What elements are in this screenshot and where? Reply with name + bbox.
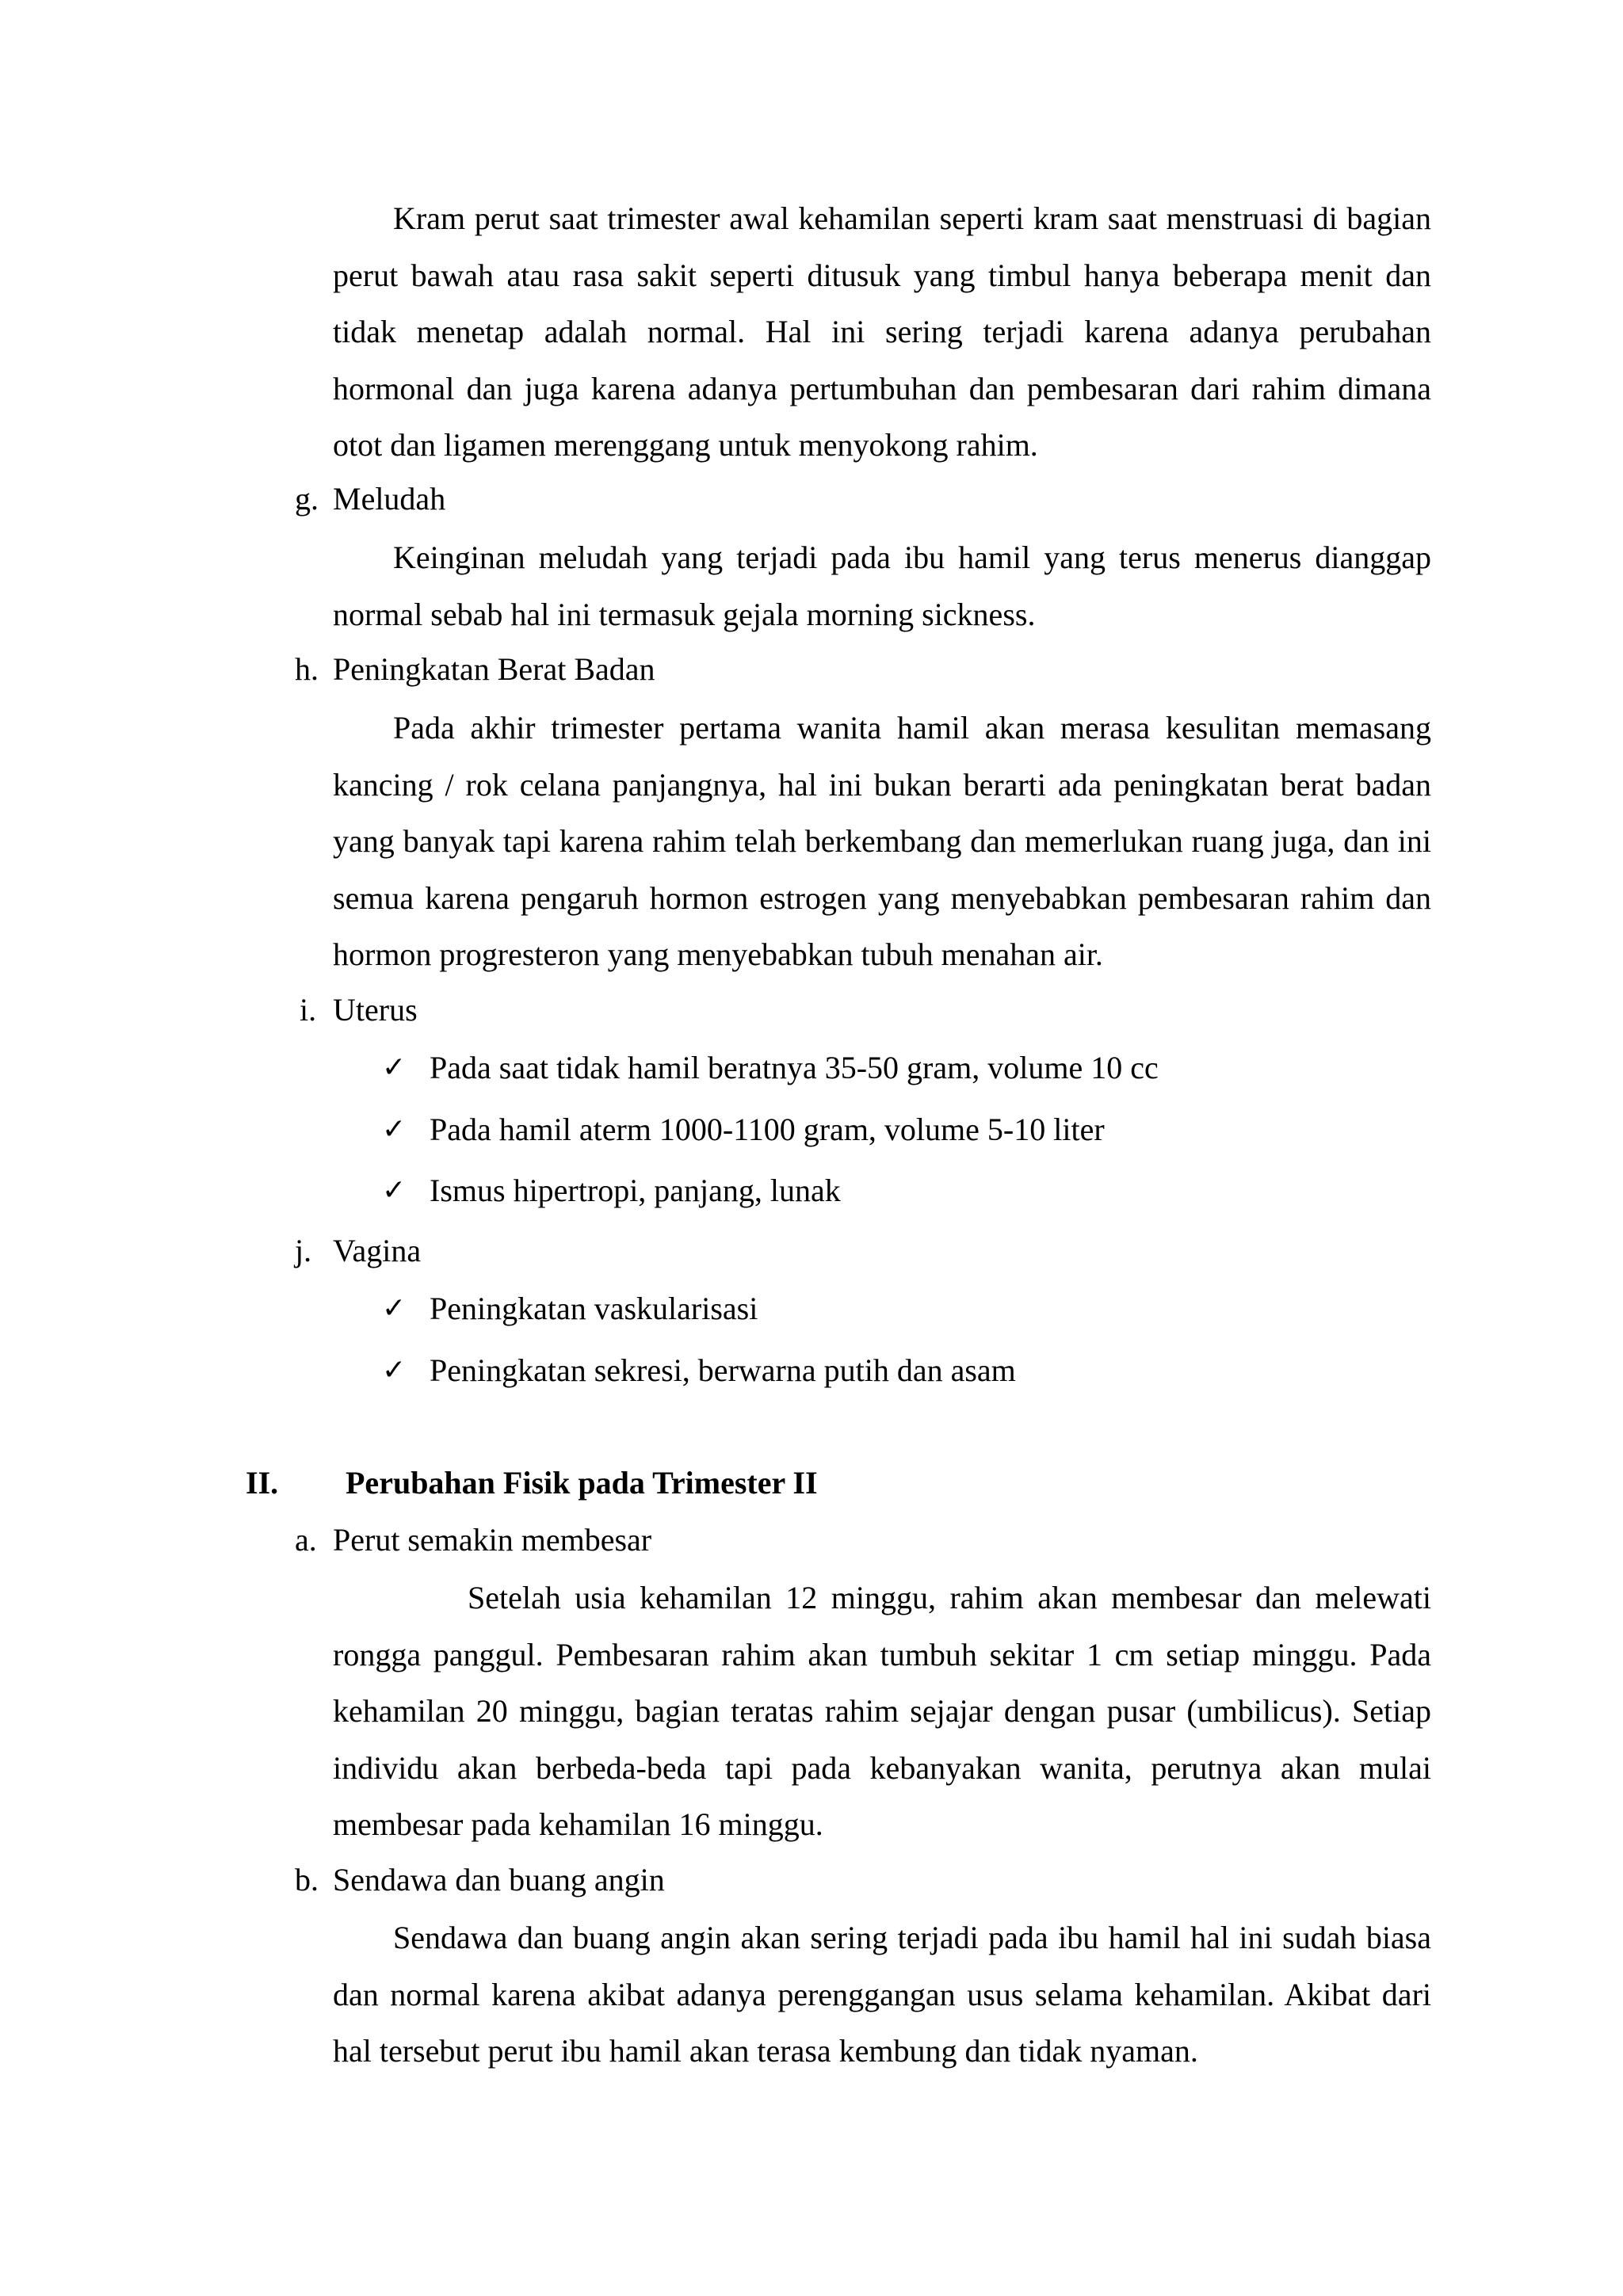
bullet-item: Pada hamil aterm 1000-1100 gram, volume 5-10 liter <box>430 1112 1105 1147</box>
paragraph-berat-badan: Pada akhir trimester pertama wanita hamil akan merasa kesulitan memasang kancing / rok celana panjangnya, hal ini bukan berarti ada peningkatan berat badan yang banyak tapi karena rahim telah berkembang dan memerlukan ruang juga, dan ini semua karena pengaruh hormon estrogen yang menyebabkan pembesaran rahim dan hormon progresteron yang menyebabkan tubuh menahan air. <box>333 710 1431 972</box>
item-title-perut-membesar: Perut semakin membesar <box>333 1522 652 1558</box>
item-title-berat-badan: Peningkatan Berat Badan <box>333 651 655 687</box>
item-title-uterus: Uterus <box>333 992 418 1028</box>
paragraph-perut-membesar: Setelah usia kehamilan 12 minggu, rahim akan membesar dan melewati rongga panggul. Pembesaran rahim akan tumbuh sekitar 1 cm setiap minggu. Pada kehamilan 20 minggu, bagian teratas rahim sejajar dengan pusar (umbilicus). Setiap individu akan berbeda-beda tapi pada kebanyakan wanita, perutnya akan mulai membesar pada kehamilan 16 minggu. <box>333 1580 1431 1842</box>
check-icon: ✓ <box>382 1354 407 1386</box>
check-icon: ✓ <box>382 1051 407 1084</box>
list-marker-j: j. <box>295 1233 312 1268</box>
check-icon: ✓ <box>382 1292 407 1325</box>
list-marker-i: i. <box>300 992 317 1028</box>
section-heading: Perubahan Fisik pada Trimester II <box>346 1465 818 1501</box>
paragraph-meludah: Keinginan meludah yang terjadi pada ibu hamil yang terus menerus dianggap normal sebab hal ini termasuk gejala morning sickness. <box>333 540 1431 632</box>
check-icon: ✓ <box>382 1174 407 1207</box>
list-marker-a: a. <box>295 1522 317 1558</box>
item-title-vagina: Vagina <box>333 1233 422 1268</box>
list-marker-b: b. <box>295 1862 319 1897</box>
list-marker-g: g. <box>295 481 319 517</box>
paragraph-sendawa: Sendawa dan buang angin akan sering terjadi pada ibu hamil hal ini sudah biasa dan normal karena akibat adanya perenggangan usus selama kehamilan. Akibat dari hal tersebut perut ibu hamil akan terasa kembung dan tidak nyaman. <box>333 1920 1431 2069</box>
item-title-meludah: Meludah <box>333 481 446 517</box>
item-title-sendawa: Sendawa dan buang angin <box>333 1862 665 1897</box>
bullet-item: Pada saat tidak hamil beratnya 35-50 gram, volume 10 cc <box>430 1050 1159 1085</box>
list-marker-h: h. <box>295 651 319 687</box>
bullet-item: Peningkatan sekresi, berwarna putih dan asam <box>430 1352 1016 1388</box>
check-icon: ✓ <box>382 1113 407 1146</box>
section-numeral: II. <box>246 1465 279 1501</box>
bullet-item: Ismus hipertropi, panjang, lunak <box>430 1173 841 1208</box>
bullet-item: Peningkatan vaskularisasi <box>430 1291 758 1326</box>
paragraph-kram-perut: Kram perut saat trimester awal kehamilan seperti kram saat menstruasi di bagian perut bawah atau rasa sakit seperti ditusuk yang timbul hanya beberapa menit dan tidak menetap adalah normal. Hal ini sering terjadi karena adanya perubahan hormonal dan juga karena adanya pertumbuhan dan pembesaran dari rahim dimana otot dan ligamen merenggang untuk menyokong rahim. <box>333 200 1431 463</box>
